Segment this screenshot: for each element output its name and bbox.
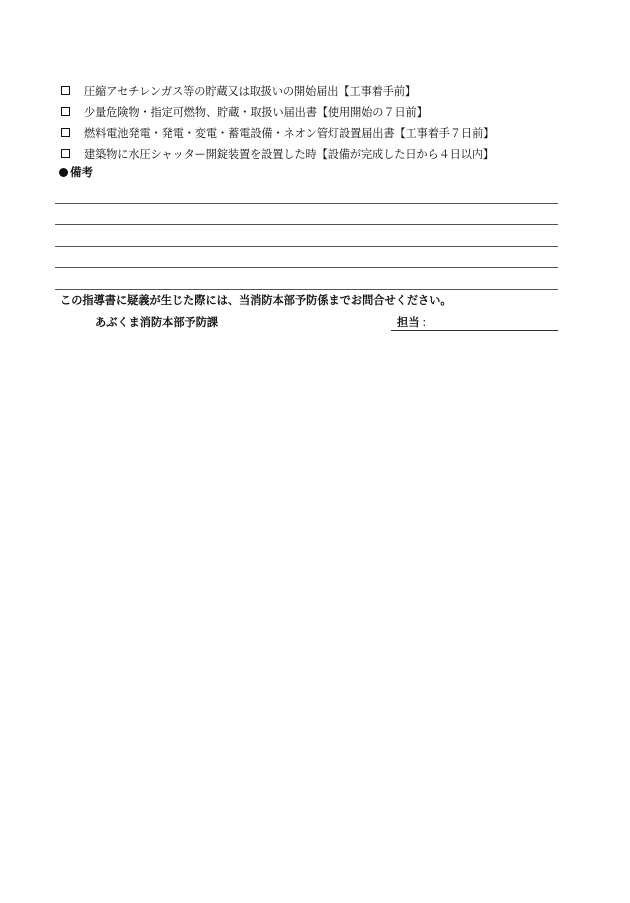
checkbox[interactable] — [61, 149, 70, 158]
person-in-charge-colon: : — [422, 316, 427, 329]
checkbox[interactable] — [61, 128, 70, 137]
checklist-item — [61, 101, 561, 122]
checklist-item-label: 建築物に水圧シャッター開錠装置を設置した時【設備が完成した日から４日以内】 — [84, 147, 495, 161]
checklist-item — [61, 80, 561, 101]
remarks-heading-label: 備考 — [70, 165, 93, 179]
person-in-charge-label: 担当 — [397, 316, 420, 329]
department-name: あぶくま消防本部予防課 — [95, 316, 219, 329]
remarks-heading — [59, 164, 93, 180]
remarks-line — [55, 246, 558, 247]
checklist-item-label: 燃料電池発電・発電・変電・蓄電設備・ネオン管灯設置届出書【工事着手７日前】 — [84, 126, 495, 140]
bullet-icon — [59, 168, 68, 177]
checkbox[interactable] — [61, 86, 70, 95]
checklist-item — [61, 122, 561, 143]
remarks-line — [55, 203, 558, 204]
remarks-line — [55, 289, 558, 290]
inquiry-notice: この指導書に疑義が生じた際には、当消防本部予防係までお問合せください。 — [60, 294, 452, 307]
checklist-item — [61, 143, 561, 164]
checklist-item-label: 圧縮アセチレンガス等の貯蔵又は取扱いの開始届出【工事着手前】 — [84, 84, 417, 98]
remarks-line — [55, 267, 558, 268]
person-in-charge-field — [391, 314, 558, 331]
remarks-line — [55, 224, 558, 225]
checklist-item-label: 少量危険物・指定可燃物、貯蔵・取扱い届出書【使用開始の７日前】 — [84, 105, 428, 119]
checkbox[interactable] — [61, 107, 70, 116]
notification-checklist — [61, 80, 561, 164]
